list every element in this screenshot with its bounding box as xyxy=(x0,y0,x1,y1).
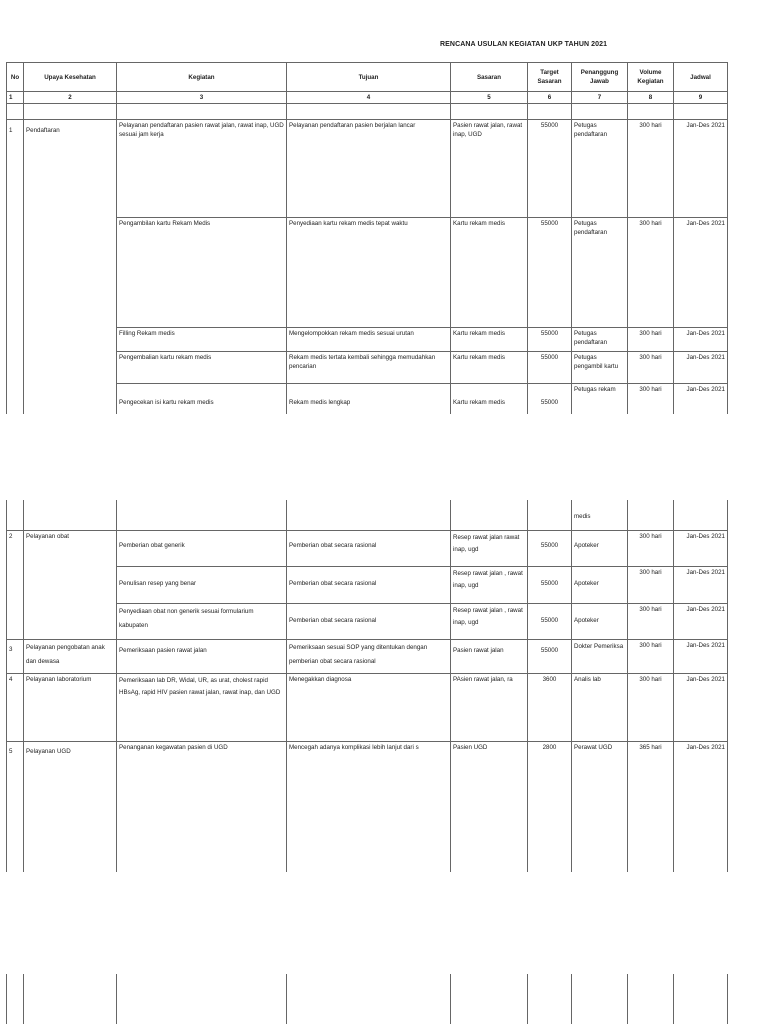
header-row xyxy=(7,63,728,92)
col-number: 2 xyxy=(24,92,117,104)
row-volume: 300 hari xyxy=(628,328,674,352)
row-target: 55000 xyxy=(528,352,572,384)
row-no: 1 xyxy=(7,120,24,415)
row-tujuan: Rekam medis lengkap xyxy=(287,384,451,415)
number-row xyxy=(7,92,728,104)
table-page-2 xyxy=(0,500,768,872)
row-sasaran: Resep rawat jalan , rawat inap, ugd xyxy=(451,603,528,639)
row-kegiatan: Pengambilan kartu Rekam Medis xyxy=(117,218,287,328)
row-pj: Perawat UGD xyxy=(572,741,628,872)
header-jadwal: Jadwal xyxy=(674,63,728,92)
col-number: 1 xyxy=(7,92,24,104)
header-no: No xyxy=(7,63,24,92)
row-target: 55000 xyxy=(528,639,572,673)
row-volume: 300 hari xyxy=(628,384,674,415)
row-sasaran: Kartu rekam medis xyxy=(451,384,528,415)
row-sasaran: Pasien UGD xyxy=(451,741,528,872)
row-jadwal: Jan-Des 2021 xyxy=(674,741,728,872)
row-volume: 300 hari xyxy=(628,530,674,566)
row-sasaran: PAsien rawat jalan, ra xyxy=(451,673,528,741)
row-kegiatan: Pemeriksaan lab DR, Widal, UR, as urat, cholest rapid HBsAg, rapid HIV pasien rawat jalan, rawat inap, dan UGD xyxy=(117,673,287,741)
row-kegiatan: Penanganan kegawatan pasien di UGD xyxy=(117,741,287,872)
row-volume: 300 hari xyxy=(628,603,674,639)
row-tujuan: Menegakkan diagnosa xyxy=(287,673,451,741)
row-tujuan: Mencegah adanya komplikasi lebih lanjut dari s xyxy=(287,741,451,872)
col-number: 4 xyxy=(287,92,451,104)
row-volume: 300 hari xyxy=(628,352,674,384)
row-upaya: Pelayanan laboratorium xyxy=(24,673,117,741)
col-number: 6 xyxy=(528,92,572,104)
row-jadwal: Jan-Des 2021 xyxy=(674,673,728,741)
row-sasaran: Resep rawat jalan rawat inap, ugd xyxy=(451,530,528,566)
row-tujuan: Mengelompokkan rekam medis sesuai urutan xyxy=(287,328,451,352)
row-jadwal: Jan-Des 2021 xyxy=(674,530,728,566)
row-pj-cont: medis xyxy=(572,500,628,530)
row-no: 3 xyxy=(7,639,24,673)
row-sasaran: Pasien rawat jalan, rawat inap, UGD xyxy=(451,120,528,218)
table-page-3 xyxy=(0,974,768,1024)
row-volume: 300 hari xyxy=(628,673,674,741)
row-pj: Petugas pendaftaran xyxy=(572,328,628,352)
header-volume: Volume Kegiatan xyxy=(628,63,674,92)
row-tujuan: Penyediaan kartu rekam medis tepat waktu xyxy=(287,218,451,328)
row-pj: Apoteker xyxy=(572,566,628,603)
row-upaya: Pendaftaran xyxy=(24,120,117,415)
row-volume: 365 hari xyxy=(628,741,674,872)
table-row xyxy=(7,530,728,566)
table-page-1 xyxy=(0,62,768,414)
row-upaya: Pelayanan obat xyxy=(24,530,117,639)
col-number: 8 xyxy=(628,92,674,104)
col-number: 9 xyxy=(674,92,728,104)
row-upaya: Pelayanan pengobatan anak dan dewasa xyxy=(24,639,117,673)
row-upaya: Pelayanan UGD xyxy=(24,741,117,872)
row-target: 55000 xyxy=(528,603,572,639)
row-target: 55000 xyxy=(528,120,572,218)
row-sasaran: Kartu rekam medis xyxy=(451,352,528,384)
table-row xyxy=(7,639,728,673)
row-kegiatan: Filling Rekam medis xyxy=(117,328,287,352)
row-volume: 300 hari xyxy=(628,639,674,673)
table-row xyxy=(7,500,728,530)
row-target: 55000 xyxy=(528,328,572,352)
ukp-table-continued xyxy=(6,500,728,872)
row-pj: Petugas pengambil kartu xyxy=(572,352,628,384)
row-tujuan: Pemeriksaan sesuai SOP yang ditentukan dengan pemberian obat secara rasional xyxy=(287,639,451,673)
row-no: 2 xyxy=(7,530,24,639)
row-jadwal: Jan-Des 2021 xyxy=(674,566,728,603)
row-sasaran: Kartu rekam medis xyxy=(451,328,528,352)
row-target: 55000 xyxy=(528,218,572,328)
table-row xyxy=(7,673,728,741)
row-target: 55000 xyxy=(528,566,572,603)
row-kegiatan: Pemeriksaan pasien rawat jalan xyxy=(117,639,287,673)
row-target: 3600 xyxy=(528,673,572,741)
header-kegiatan: Kegiatan xyxy=(117,63,287,92)
row-no: 4 xyxy=(7,673,24,741)
row-tujuan: Rekam medis tertata kembali sehingga memudahkan pencarian xyxy=(287,352,451,384)
row-kegiatan: Pelayanan pendaftaran pasien rawat jalan, rawat inap, UGD sesuai jam kerja xyxy=(117,120,287,218)
row-volume: 300 hari xyxy=(628,566,674,603)
row-pj: Petugas rekam xyxy=(572,384,628,415)
header-sasaran: Sasaran xyxy=(451,63,528,92)
row-target: 55000 xyxy=(528,384,572,415)
col-number: 5 xyxy=(451,92,528,104)
row-jadwal: Jan-Des 2021 xyxy=(674,384,728,415)
table-row xyxy=(7,120,728,218)
document-title: RENCANA USULAN KEGIATAN UKP TAHUN 2021 xyxy=(440,41,608,48)
row-target: 2800 xyxy=(528,741,572,872)
spacer-row xyxy=(7,104,728,120)
row-kegiatan: Pengecekan isi kartu rekam medis xyxy=(117,384,287,415)
row-kegiatan: Pemberian obat generik xyxy=(117,530,287,566)
row-jadwal: Jan-Des 2021 xyxy=(674,218,728,328)
row-jadwal: Jan-Des 2021 xyxy=(674,639,728,673)
row-pj: Analis lab xyxy=(572,673,628,741)
header-pj: Penanggung Jawab xyxy=(572,63,628,92)
header-upaya: Upaya Kesehatan xyxy=(24,63,117,92)
row-tujuan: Pemberian obat secara rasional xyxy=(287,530,451,566)
row-pj: Petugas pendaftaran xyxy=(572,218,628,328)
row-volume: 300 hari xyxy=(628,218,674,328)
row-target: 55000 xyxy=(528,530,572,566)
header-target: Target Sasaran xyxy=(528,63,572,92)
row-tujuan: Pemberian obat secara rasional xyxy=(287,603,451,639)
row-kegiatan: Pengembalian kartu rekam medis xyxy=(117,352,287,384)
row-no: 5 xyxy=(7,741,24,872)
row-jadwal: Jan-Des 2021 xyxy=(674,603,728,639)
row-pj: Apoteker xyxy=(572,530,628,566)
row-sasaran: Resep rawat jalan , rawat inap, ugd xyxy=(451,566,528,603)
row-kegiatan: Penulisan resep yang benar xyxy=(117,566,287,603)
col-number: 7 xyxy=(572,92,628,104)
col-number: 3 xyxy=(117,92,287,104)
row-tujuan: Pemberian obat secara rasional xyxy=(287,566,451,603)
ukp-table xyxy=(6,62,728,414)
row-jadwal: Jan-Des 2021 xyxy=(674,328,728,352)
row-jadwal: Jan-Des 2021 xyxy=(674,120,728,218)
row-tujuan: Pelayanan pendaftaran pasien berjalan lancar xyxy=(287,120,451,218)
row-volume: 300 hari xyxy=(628,120,674,218)
row-kegiatan: Penyediaan obat non generik sesuai formularium kabupaten xyxy=(117,603,287,639)
row-jadwal: Jan-Des 2021 xyxy=(674,352,728,384)
row-pj: Dokter Pemeriksa xyxy=(572,639,628,673)
table-row xyxy=(7,741,728,872)
row-sasaran: Kartu rekam medis xyxy=(451,218,528,328)
row-pj: Petugas pendaftaran xyxy=(572,120,628,218)
header-tujuan: Tujuan xyxy=(287,63,451,92)
row-sasaran: Pasien rawat jalan xyxy=(451,639,528,673)
row-pj: Apoteker xyxy=(572,603,628,639)
